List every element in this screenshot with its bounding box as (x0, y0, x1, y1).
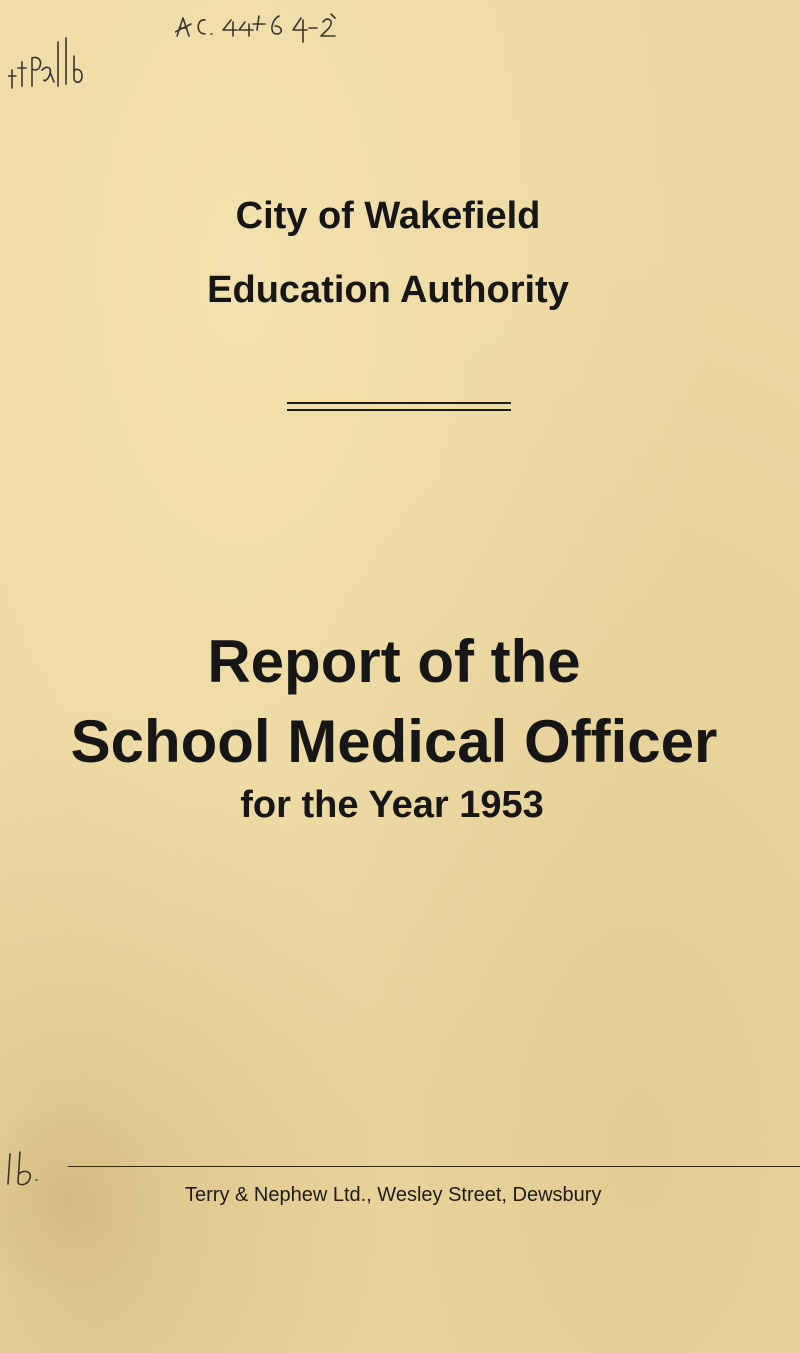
handwritten-annotation-top-left (8, 22, 128, 92)
double-rule-divider (287, 402, 511, 411)
title-line-report: Report of the (207, 627, 581, 695)
footer-rule (68, 1166, 800, 1167)
header-line-city: City of Wakefield (235, 195, 541, 238)
title-line-officer: School Medical Officer (70, 707, 718, 775)
title-line-year: for the Year 1953 (240, 784, 544, 826)
printer-imprint: Terry & Nephew Ltd., Wesley Street, Dewsbury (185, 1184, 602, 1206)
handwritten-annotation-top (175, 12, 415, 60)
handwritten-annotation-bottom-left (6, 1148, 56, 1198)
header-line-authority: Education Authority (207, 269, 569, 312)
